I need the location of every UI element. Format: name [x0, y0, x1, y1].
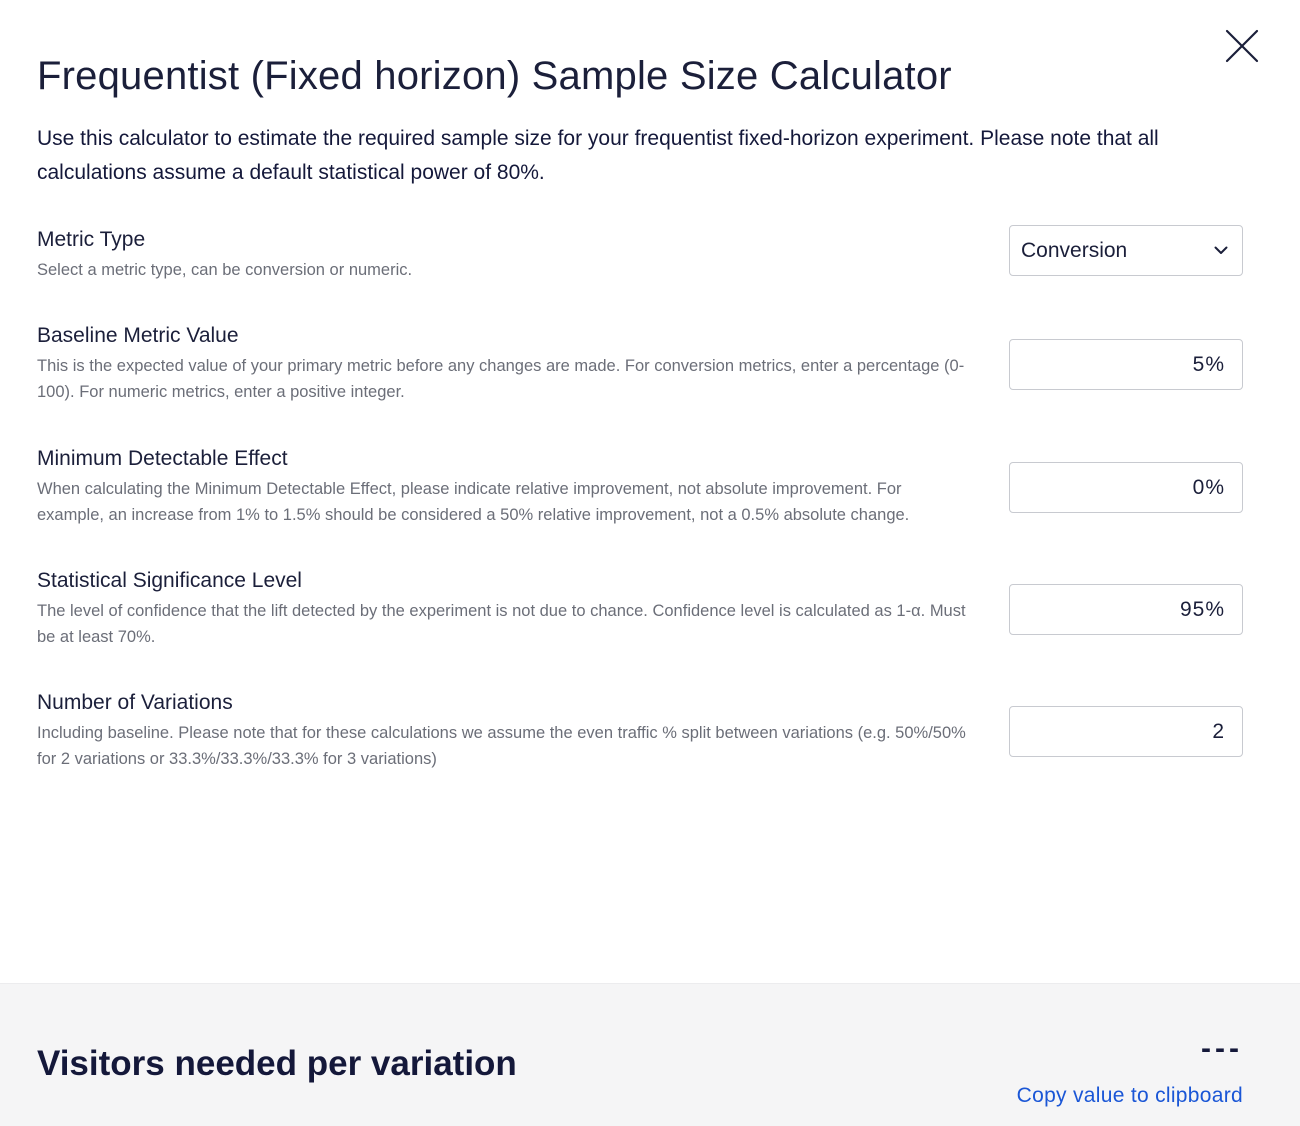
metric-type-select[interactable] [1009, 225, 1243, 276]
variations-description: Including baseline. Please note that for these calculations we assume the even traffic % split between variations (e.g. 50%/50% for 2 variations or 33.3%/33.3%/33.3% for 3 variations) [37, 724, 966, 768]
significance-label: Statistical Significance Level [37, 569, 302, 592]
result-footer [0, 983, 1300, 1126]
mde-value: 0% [1192, 475, 1225, 499]
intro-text: Use this calculator to estimate the required sample size for your frequentist fixed-horizon experiment. Please note that all calculations assume a default statistical power of 80%. [37, 127, 1159, 184]
result-value: --- [1201, 1032, 1243, 1065]
baseline-value: 5% [1192, 352, 1225, 376]
significance-input[interactable] [1009, 584, 1243, 635]
variations-label: Number of Variations [37, 691, 233, 714]
variations-input[interactable] [1009, 706, 1243, 757]
metric-type-description: Select a metric type, can be conversion or numeric. [37, 261, 413, 279]
baseline-description: This is the expected value of your primary metric before any changes are made. For conversion metrics, enter a percentage (0-100). For numeric metrics, enter a positive integer. [37, 357, 965, 401]
mde-row [37, 445, 1243, 528]
baseline-row [37, 322, 1243, 405]
significance-row [37, 567, 1243, 650]
page-title: Frequentist (Fixed horizon) Sample Size Calculator [37, 54, 952, 98]
mde-label: Minimum Detectable Effect [37, 447, 288, 470]
metric-type-selected-value: Conversion [1021, 238, 1128, 262]
metric-type-label: Metric Type [37, 228, 146, 251]
baseline-label: Baseline Metric Value [37, 324, 239, 347]
baseline-input[interactable] [1009, 339, 1243, 390]
significance-description: The level of confidence that the lift detected by the experiment is not due to chance. Confidence level is calculated as 1-α. Must be at least 70%. [37, 602, 966, 646]
close-button[interactable] [1222, 26, 1262, 66]
chevron-down-icon [1214, 246, 1228, 255]
close-icon [1225, 29, 1259, 63]
mde-description: When calculating the Minimum Detectable Effect, please indicate relative improvement, not absolute improvement. For example, an increase from 1% to 1.5% should be considered a 50% relative improvement, not a 0.5% absolute change. [37, 480, 910, 524]
metric-type-row [37, 226, 1243, 283]
mde-input[interactable] [1009, 462, 1243, 513]
variations-row [37, 689, 1243, 772]
significance-value: 95% [1179, 597, 1225, 621]
variations-value: 2 [1212, 719, 1225, 743]
copy-to-clipboard-link[interactable]: Copy value to clipboard [1016, 1084, 1243, 1107]
result-label: Visitors needed per variation [37, 1044, 517, 1083]
